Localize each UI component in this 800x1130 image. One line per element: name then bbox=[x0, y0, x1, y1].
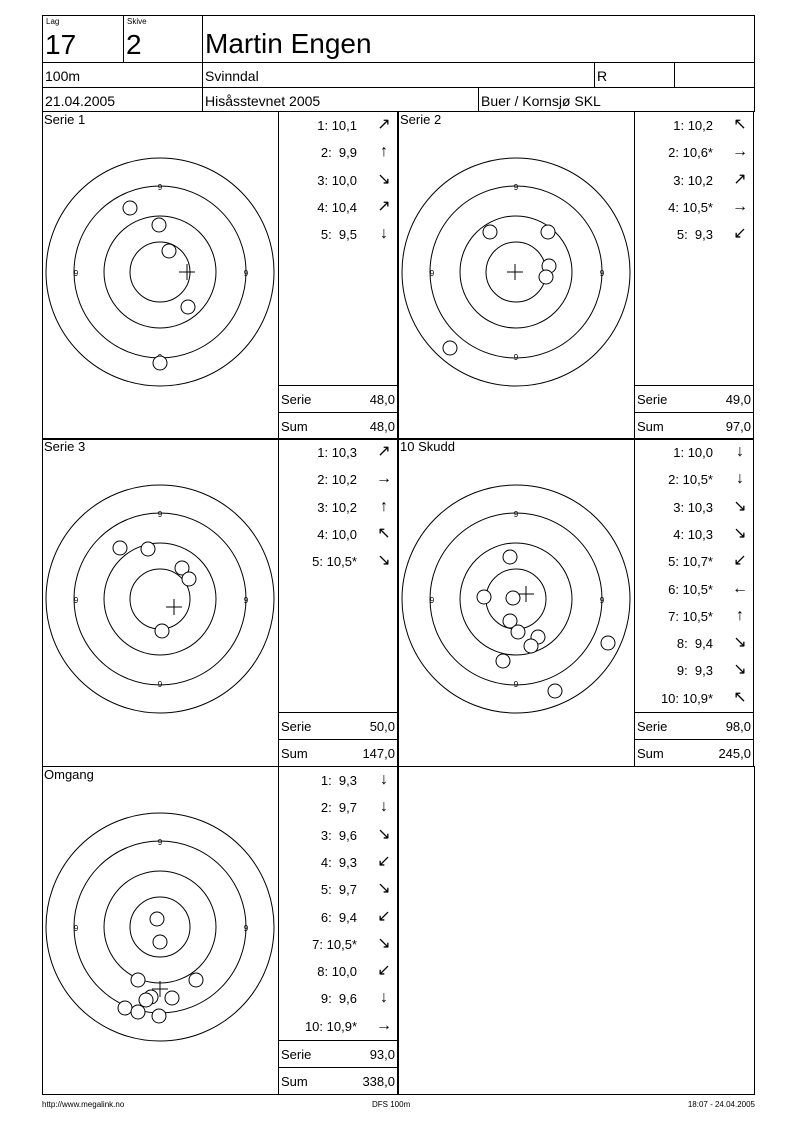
shot-score: 5: 9,7 bbox=[320, 882, 357, 898]
shot-hole bbox=[139, 993, 153, 1007]
shot-row bbox=[279, 112, 397, 139]
shot-score: 4: 9,3 bbox=[320, 854, 357, 870]
shot-row bbox=[635, 494, 753, 521]
footer-center: DFS 100m bbox=[372, 1100, 411, 1109]
direction-arrow-icon: ↙ bbox=[733, 552, 747, 570]
shot-score: 5: 9,3 bbox=[676, 227, 713, 243]
target-panel bbox=[42, 766, 279, 1095]
panel-title: Serie 3 bbox=[44, 439, 86, 454]
shot-score: 2: 9,7 bbox=[320, 800, 357, 816]
direction-arrow-icon: ↓ bbox=[380, 771, 388, 788]
target-diagram bbox=[43, 439, 278, 766]
shot-score: 7: 10,5* bbox=[312, 936, 357, 952]
shot-score: 5: 10,7* bbox=[668, 554, 713, 570]
shot-row bbox=[279, 1013, 397, 1040]
target-panel bbox=[398, 111, 635, 440]
shot-hole bbox=[182, 572, 196, 586]
direction-arrow-icon: ↘ bbox=[733, 634, 747, 652]
serie-label: Serie bbox=[281, 719, 312, 734]
direction-arrow-icon: ← bbox=[732, 579, 748, 597]
shot-hole bbox=[189, 973, 203, 987]
sum-total-row bbox=[279, 1067, 397, 1094]
shot-score: 1: 10,3 bbox=[317, 445, 357, 460]
shot-score: 2: 10,6* bbox=[668, 145, 713, 161]
direction-arrow-icon: ↘ bbox=[733, 497, 747, 515]
ring-label: 9 bbox=[157, 510, 163, 519]
shot-hole bbox=[181, 300, 195, 314]
direction-arrow-icon: ↑ bbox=[380, 143, 388, 161]
lag-cell bbox=[42, 15, 124, 63]
shot-list bbox=[278, 111, 398, 440]
empty-area bbox=[398, 766, 755, 1095]
ring-label: 9 bbox=[599, 596, 605, 605]
ring-label: 9 bbox=[513, 183, 519, 192]
sum-total-row bbox=[279, 739, 397, 766]
shot-row bbox=[279, 904, 397, 931]
shot-score: 6: 10,5* bbox=[668, 581, 713, 597]
shot-score: 8: 9,4 bbox=[676, 636, 713, 652]
shot-hole bbox=[165, 991, 179, 1005]
shot-row bbox=[279, 466, 397, 493]
serie-label: Serie bbox=[281, 1047, 312, 1062]
direction-arrow-icon: ↙ bbox=[733, 225, 747, 243]
shot-hole bbox=[155, 624, 169, 638]
ring-label: 9 bbox=[73, 924, 79, 933]
shot-row bbox=[279, 139, 397, 166]
target-diagram bbox=[399, 439, 634, 766]
shot-score: 8: 10,0 bbox=[317, 964, 357, 980]
sum-value: 245,0 bbox=[718, 746, 751, 761]
shot-score: 3: 10,2 bbox=[673, 172, 713, 188]
sum-value: 97,0 bbox=[725, 419, 751, 434]
ring-label: 9 bbox=[73, 596, 79, 605]
target-ring bbox=[74, 513, 246, 685]
serie-value: 98,0 bbox=[725, 719, 751, 734]
direction-arrow-icon: → bbox=[732, 197, 748, 215]
shot-score: 3: 10,2 bbox=[317, 499, 357, 515]
panel-title: Omgang bbox=[44, 767, 94, 782]
shot-row bbox=[279, 876, 397, 903]
direction-arrow-icon: ↓ bbox=[736, 470, 744, 488]
shot-score: 4: 10,3 bbox=[673, 526, 713, 542]
shot-hole bbox=[483, 225, 497, 239]
direction-arrow-icon: ↘ bbox=[377, 170, 391, 188]
sum-value: 338,0 bbox=[362, 1074, 395, 1089]
skive-value: 2 bbox=[126, 29, 142, 60]
shot-hole bbox=[511, 625, 525, 639]
class-cell bbox=[594, 62, 675, 88]
sum-label: Sum bbox=[281, 746, 308, 761]
shot-score: 1: 9,3 bbox=[320, 773, 357, 788]
shot-row bbox=[635, 548, 753, 575]
sum-total-row bbox=[635, 739, 753, 766]
shot-score: 3: 9,6 bbox=[320, 827, 357, 843]
shot-score: 9: 9,6 bbox=[320, 991, 357, 1007]
shot-row bbox=[279, 985, 397, 1012]
shot-row bbox=[279, 548, 397, 575]
serie-total-row bbox=[635, 385, 753, 412]
direction-arrow-icon: ↙ bbox=[377, 852, 391, 870]
serie-value: 93,0 bbox=[369, 1047, 395, 1062]
distance: 100m bbox=[45, 68, 81, 84]
ring-label: 9 bbox=[243, 924, 249, 933]
shot-row bbox=[635, 139, 753, 166]
shot-hole bbox=[153, 935, 167, 949]
direction-arrow-icon: ↘ bbox=[377, 934, 391, 952]
sum-label: Sum bbox=[637, 419, 664, 434]
shot-score: 4: 10,4 bbox=[317, 199, 357, 215]
direction-arrow-icon: ↗ bbox=[377, 197, 391, 215]
shot-row bbox=[635, 221, 753, 248]
sum-total-row bbox=[279, 412, 397, 439]
club: Svinndal bbox=[205, 68, 259, 84]
serie-total-row bbox=[279, 712, 397, 739]
ring-label: 9 bbox=[73, 269, 79, 278]
direction-arrow-icon: ↖ bbox=[733, 688, 747, 706]
shot-row bbox=[635, 603, 753, 630]
lag-label: Lag bbox=[46, 17, 60, 26]
skive-label: Skive bbox=[127, 17, 147, 26]
shot-hole bbox=[141, 542, 155, 556]
shot-row bbox=[279, 194, 397, 221]
footer-timestamp: 18:07 - 24.04.2005 bbox=[687, 1100, 755, 1109]
sum-value: 147,0 bbox=[362, 746, 395, 761]
direction-arrow-icon: ↘ bbox=[733, 524, 747, 542]
direction-arrow-icon: ↗ bbox=[377, 443, 391, 460]
shot-row bbox=[279, 931, 397, 958]
shot-score: 5: 9,5 bbox=[320, 227, 357, 243]
lag-value: 17 bbox=[45, 29, 77, 60]
shot-hole bbox=[443, 341, 457, 355]
distance-cell bbox=[42, 62, 203, 88]
target-ring bbox=[46, 158, 274, 386]
serie-value: 49,0 bbox=[725, 392, 751, 407]
serie-label: Serie bbox=[637, 719, 668, 734]
target-diagram bbox=[43, 767, 278, 1094]
shot-row bbox=[279, 958, 397, 985]
direction-arrow-icon: ↗ bbox=[377, 116, 391, 133]
shot-score: 4: 10,5* bbox=[668, 199, 713, 215]
shot-row bbox=[279, 822, 397, 849]
name-cell bbox=[202, 15, 755, 63]
shot-row bbox=[279, 221, 397, 248]
sum-label: Sum bbox=[281, 1074, 308, 1089]
class-extra-cell bbox=[674, 62, 755, 88]
shot-hole bbox=[601, 636, 615, 650]
shot-row bbox=[635, 466, 753, 493]
shot-row bbox=[635, 685, 753, 712]
shot-score: 1: 10,1 bbox=[317, 118, 357, 133]
direction-arrow-icon: → bbox=[376, 470, 392, 488]
shot-list bbox=[634, 438, 754, 767]
shot-score: 1: 10,0 bbox=[673, 445, 713, 460]
target-ring bbox=[104, 216, 216, 328]
ring-label: 9 bbox=[513, 680, 519, 689]
serie-value: 50,0 bbox=[369, 719, 395, 734]
serie-total-row bbox=[279, 385, 397, 412]
ring-label: 9 bbox=[429, 269, 435, 278]
serie-total-row bbox=[279, 1040, 397, 1067]
shot-score: 6: 9,4 bbox=[320, 909, 357, 925]
shooter-name: Martin Engen bbox=[205, 28, 372, 59]
shot-score: 2: 10,2 bbox=[317, 472, 357, 488]
ring-label: 9 bbox=[157, 838, 163, 847]
shot-hole bbox=[152, 1009, 166, 1023]
shot-score: 2: 9,9 bbox=[320, 145, 357, 161]
host-cell bbox=[478, 87, 755, 112]
shot-score: 10: 10,9* bbox=[304, 1018, 357, 1034]
shot-hole bbox=[162, 244, 176, 258]
shot-hole bbox=[541, 225, 555, 239]
target-ring bbox=[104, 871, 216, 983]
direction-arrow-icon: ↑ bbox=[380, 497, 388, 515]
direction-arrow-icon: ↗ bbox=[733, 170, 747, 188]
shot-row bbox=[635, 657, 753, 684]
ring-label: 9 bbox=[157, 680, 163, 689]
class: R bbox=[597, 68, 608, 84]
direction-arrow-icon: ↘ bbox=[377, 552, 391, 570]
target-ring bbox=[46, 485, 274, 713]
shot-row bbox=[635, 521, 753, 548]
ring-label: 9 bbox=[429, 596, 435, 605]
shot-row bbox=[635, 112, 753, 139]
direction-arrow-icon: ↖ bbox=[733, 116, 747, 133]
target-panel bbox=[42, 111, 279, 440]
direction-arrow-icon: ↖ bbox=[377, 524, 391, 542]
shot-hole bbox=[539, 270, 553, 284]
shot-score: 2: 10,5* bbox=[668, 472, 713, 488]
shot-list bbox=[634, 111, 754, 440]
shot-score: 4: 10,0 bbox=[317, 526, 357, 542]
club-cell bbox=[202, 62, 595, 88]
shot-score: 10: 10,9* bbox=[660, 690, 713, 706]
shot-row bbox=[635, 576, 753, 603]
shot-hole bbox=[113, 541, 127, 555]
sum-total-row bbox=[635, 412, 753, 439]
direction-arrow-icon: ↙ bbox=[377, 907, 391, 925]
shot-row bbox=[635, 630, 753, 657]
direction-arrow-icon: → bbox=[376, 1016, 392, 1034]
shot-row bbox=[279, 794, 397, 821]
sum-value: 48,0 bbox=[369, 419, 395, 434]
target-diagram bbox=[43, 112, 278, 439]
direction-arrow-icon: → bbox=[732, 143, 748, 161]
serie-label: Serie bbox=[281, 392, 312, 407]
target-ring bbox=[74, 186, 246, 358]
shot-hole bbox=[548, 684, 562, 698]
event-cell bbox=[202, 87, 479, 112]
date-cell bbox=[42, 87, 203, 112]
direction-arrow-icon: ↓ bbox=[380, 225, 388, 243]
skive-cell bbox=[123, 15, 203, 63]
host: Buer / Kornsjø SKL bbox=[481, 93, 601, 109]
event: Hisåsstevnet 2005 bbox=[205, 93, 321, 109]
target-ring bbox=[130, 569, 190, 629]
target-ring bbox=[46, 813, 274, 1041]
date: 21.04.2005 bbox=[45, 93, 116, 109]
sum-label: Sum bbox=[281, 419, 308, 434]
shot-hole bbox=[153, 356, 167, 370]
shot-list bbox=[278, 766, 398, 1095]
target-diagram bbox=[399, 112, 634, 439]
panel-title: Serie 1 bbox=[44, 112, 86, 127]
shot-row bbox=[635, 439, 753, 466]
target-panel bbox=[42, 438, 279, 767]
shot-hole bbox=[123, 201, 137, 215]
shot-score: 9: 9,3 bbox=[676, 663, 713, 679]
shot-row bbox=[279, 167, 397, 194]
shot-hole bbox=[131, 1005, 145, 1019]
shot-row bbox=[279, 849, 397, 876]
panel-title: Serie 2 bbox=[400, 112, 442, 127]
direction-arrow-icon: ↘ bbox=[377, 825, 391, 843]
direction-arrow-icon: ↙ bbox=[377, 962, 391, 980]
shot-hole bbox=[496, 654, 510, 668]
footer-url[interactable]: http://www.megalink.no bbox=[42, 1100, 125, 1109]
shot-row bbox=[279, 767, 397, 794]
shot-row bbox=[279, 494, 397, 521]
panel-title: 10 Skudd bbox=[400, 439, 455, 454]
ring-label: 9 bbox=[599, 269, 605, 278]
serie-label: Serie bbox=[637, 392, 668, 407]
shot-list bbox=[278, 438, 398, 767]
shot-row bbox=[635, 167, 753, 194]
serie-total-row bbox=[635, 712, 753, 739]
target-panel bbox=[398, 438, 635, 767]
ring-label: 9 bbox=[157, 183, 163, 192]
shot-row bbox=[279, 439, 397, 466]
shot-row bbox=[635, 194, 753, 221]
shot-hole bbox=[503, 550, 517, 564]
shot-score: 3: 10,3 bbox=[673, 499, 713, 515]
shot-row bbox=[279, 521, 397, 548]
serie-value: 48,0 bbox=[369, 392, 395, 407]
shot-hole bbox=[524, 639, 538, 653]
shot-hole bbox=[131, 973, 145, 987]
direction-arrow-icon: ↓ bbox=[380, 798, 388, 816]
direction-arrow-icon: ↘ bbox=[377, 880, 391, 898]
shot-score: 5: 10,5* bbox=[312, 554, 357, 570]
direction-arrow-icon: ↓ bbox=[736, 443, 744, 460]
direction-arrow-icon: ↓ bbox=[380, 989, 388, 1007]
shot-hole bbox=[506, 591, 520, 605]
shot-score: 7: 10,5* bbox=[668, 608, 713, 624]
shot-score: 1: 10,2 bbox=[673, 118, 713, 133]
shot-hole bbox=[152, 218, 166, 232]
direction-arrow-icon: ↘ bbox=[733, 661, 747, 679]
sum-label: Sum bbox=[637, 746, 664, 761]
ring-label: 9 bbox=[243, 269, 249, 278]
shot-score: 3: 10,0 bbox=[317, 172, 357, 188]
ring-label: 9 bbox=[513, 353, 519, 362]
shot-hole bbox=[118, 1001, 132, 1015]
shot-hole bbox=[150, 912, 164, 926]
ring-label: 9 bbox=[243, 596, 249, 605]
shot-hole bbox=[477, 590, 491, 604]
direction-arrow-icon: ↑ bbox=[736, 606, 744, 624]
ring-label: 9 bbox=[513, 510, 519, 519]
